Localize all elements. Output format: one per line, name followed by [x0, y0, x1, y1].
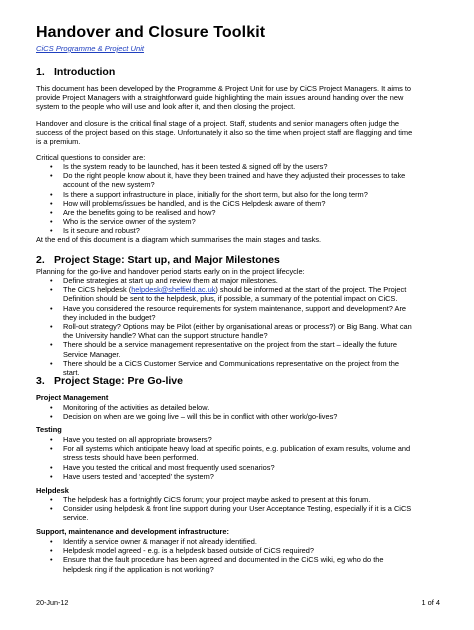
helpdesk-list [36, 495, 440, 523]
section-heading-pre-go-live [36, 375, 183, 387]
list-item: • Define strategies at start up and review them at major milestones. [50, 276, 278, 285]
critical-questions-intro: Critical questions to consider are: [36, 153, 146, 162]
helpdesk-email-link[interactable]: helpdesk@sheffield.ac.uk [131, 285, 216, 295]
subheading-project-management: Project Management [36, 393, 109, 402]
list-item: • Have users tested and ‘accepted’ the system? [50, 471, 214, 481]
bullet-icon: • [50, 217, 53, 227]
list-item: • Helpdesk model agreed - e.g. is a helpdesk based outside of CiCS required? [50, 546, 315, 556]
list-item: • Is it secure and robust? [50, 226, 140, 236]
bullet-icon: • [50, 285, 53, 295]
intro-paragraph-1-line: This document has been developed by the Programme & Project Unit for use by CiCS Project Managers. It aims to [36, 84, 412, 93]
list-item: • The CiCS helpdesk (helpdesk@sheffield.ac.uk) should be informed at the start of the project. The Project Definition should be sent to the helpdesk, plus, if possible, a summary of the potential impact on CiCS. [50, 285, 407, 304]
subheading-testing: Testing [36, 425, 62, 434]
bullet-icon: • [50, 171, 53, 181]
bullet-icon: • [50, 276, 53, 285]
intro-paragraph-2-line: Handover and closure is the critical final stage of a project. Staff, students and senior managers often judge the [36, 119, 400, 128]
list-item: • For all systems which anticipate heavy load at specific points, e.g. publication of exam results, volume and stress tests should have been performed. [50, 444, 411, 463]
intro-paragraph-1-line: provide Project Managers with a straightforward guide highlighting the main issues around handing over the new [36, 93, 404, 102]
bullet-icon: • [50, 462, 53, 472]
list-item: • Who is the service owner of the system? [50, 217, 196, 227]
bullet-icon: • [50, 358, 53, 368]
list-item: • Is the system ready to be launched, has it been tested & signed off by the users? [50, 162, 328, 171]
section-title: Introduction [54, 66, 116, 78]
bullet-icon: • [50, 340, 53, 350]
section-title: Project Stage: Pre Go-live [54, 375, 183, 387]
list-item: • Roll-out strategy? Options may be Pilot (either by organisational areas or process?) or Big Bang. What can the University handle? What can the support structure handle? [50, 322, 412, 341]
list-item: • There should be a service management representative on the project from the start – ideally the future Service Manager. [50, 340, 397, 359]
list-item: • Have you tested the critical and most frequently used scenarios? [50, 462, 275, 472]
section-number: 3. [36, 375, 45, 387]
list-item: • Consider using helpdesk & front line support during your User Acceptance Testing, especially if it is a CiCS service. [50, 504, 412, 523]
section-heading-introduction [36, 66, 115, 78]
document-subtitle: CiCS Programme & Project Unit [36, 44, 145, 53]
bullet-icon: • [50, 537, 53, 546]
section-title: Project Stage: Start up, and Major Milestones [54, 254, 280, 266]
list-item: • Do the right people know about it, have they been trained and have they adjusted their processes to take account of the new system? [50, 171, 406, 190]
critical-questions-list [36, 162, 440, 236]
startup-list [36, 276, 440, 377]
bullet-icon: • [50, 198, 53, 208]
list-item: • Monitoring of the activities as detailed below. [50, 403, 210, 412]
startup-intro: Planning for the go-live and handover period starts early on in the project lifecycle: [36, 267, 305, 276]
bullet-icon: • [50, 403, 53, 412]
bullet-icon: • [50, 546, 53, 556]
bullet-icon: • [50, 435, 53, 444]
document-title: Handover and Closure Toolkit [36, 24, 266, 41]
bullet-icon: • [50, 208, 53, 218]
list-item: • Identify a service owner & manager if not already identified. [50, 537, 257, 546]
bullet-icon: • [50, 322, 53, 332]
footer-date: 20-Jun-12 [36, 598, 69, 607]
section-heading-startup [36, 254, 280, 266]
footer-page-number: 1 of 4 [421, 598, 440, 607]
bullet-icon: • [50, 555, 53, 565]
bullet-icon: • [50, 471, 53, 481]
intro-paragraph-2-line: is a premium. [36, 137, 81, 146]
list-item: • Have you considered the resource requirements for system maintenance, support and development? Are they included in the budget? [50, 303, 407, 322]
bullet-icon: • [50, 412, 53, 422]
project-management-list [36, 403, 440, 421]
intro-paragraph-2-line: success of the project based on this stage. Unfortunately it also so the time when project staff are flagging and time [36, 128, 413, 137]
list-item: • Ensure that the fault procedure has been agreed and documented in the CiCS wiki, eg who do the helpdesk ring if the application is not working? [50, 555, 384, 574]
bullet-icon: • [50, 162, 53, 171]
section-number: 2. [36, 254, 45, 266]
bullet-icon: • [50, 189, 53, 199]
list-item: • Have you tested on all appropriate browsers? [50, 435, 212, 444]
bullet-icon: • [50, 504, 53, 514]
section-number: 1. [36, 66, 45, 78]
list-item: • Decision on when are we going live – will this be in conflict with other work/go-lives? [50, 412, 338, 422]
list-item: • How will problems/issues be handled, and is the CiCS Helpdesk aware of them? [50, 198, 326, 208]
list-item: • Are the benefits going to be realised and how? [50, 208, 216, 218]
intro-closing-text: At the end of this document is a diagram which summarises the main stages and tasks. [36, 235, 322, 244]
testing-list [36, 435, 440, 481]
list-item: • There should be a CiCS Customer Service and Communications representative on the project from the start. [50, 358, 400, 378]
bullet-icon: • [50, 226, 53, 236]
subheading-helpdesk: Helpdesk [36, 486, 69, 495]
intro-paragraph-1-line: system to the people who will use and look after it, and then closing the project. [36, 102, 296, 111]
bullet-icon: • [50, 495, 53, 504]
list-item: • The helpdesk has a fortnightly CiCS forum; your project maybe asked to present at this forum. [50, 495, 371, 504]
subheading-support-infrastructure: Support, maintenance and development infrastructure: [36, 527, 230, 536]
list-item: • Is there a support infrastructure in place, initially for the short term, but also for the long term? [50, 189, 368, 199]
bullet-icon: • [50, 303, 53, 313]
bullet-icon: • [50, 444, 53, 454]
support-list [36, 537, 440, 574]
